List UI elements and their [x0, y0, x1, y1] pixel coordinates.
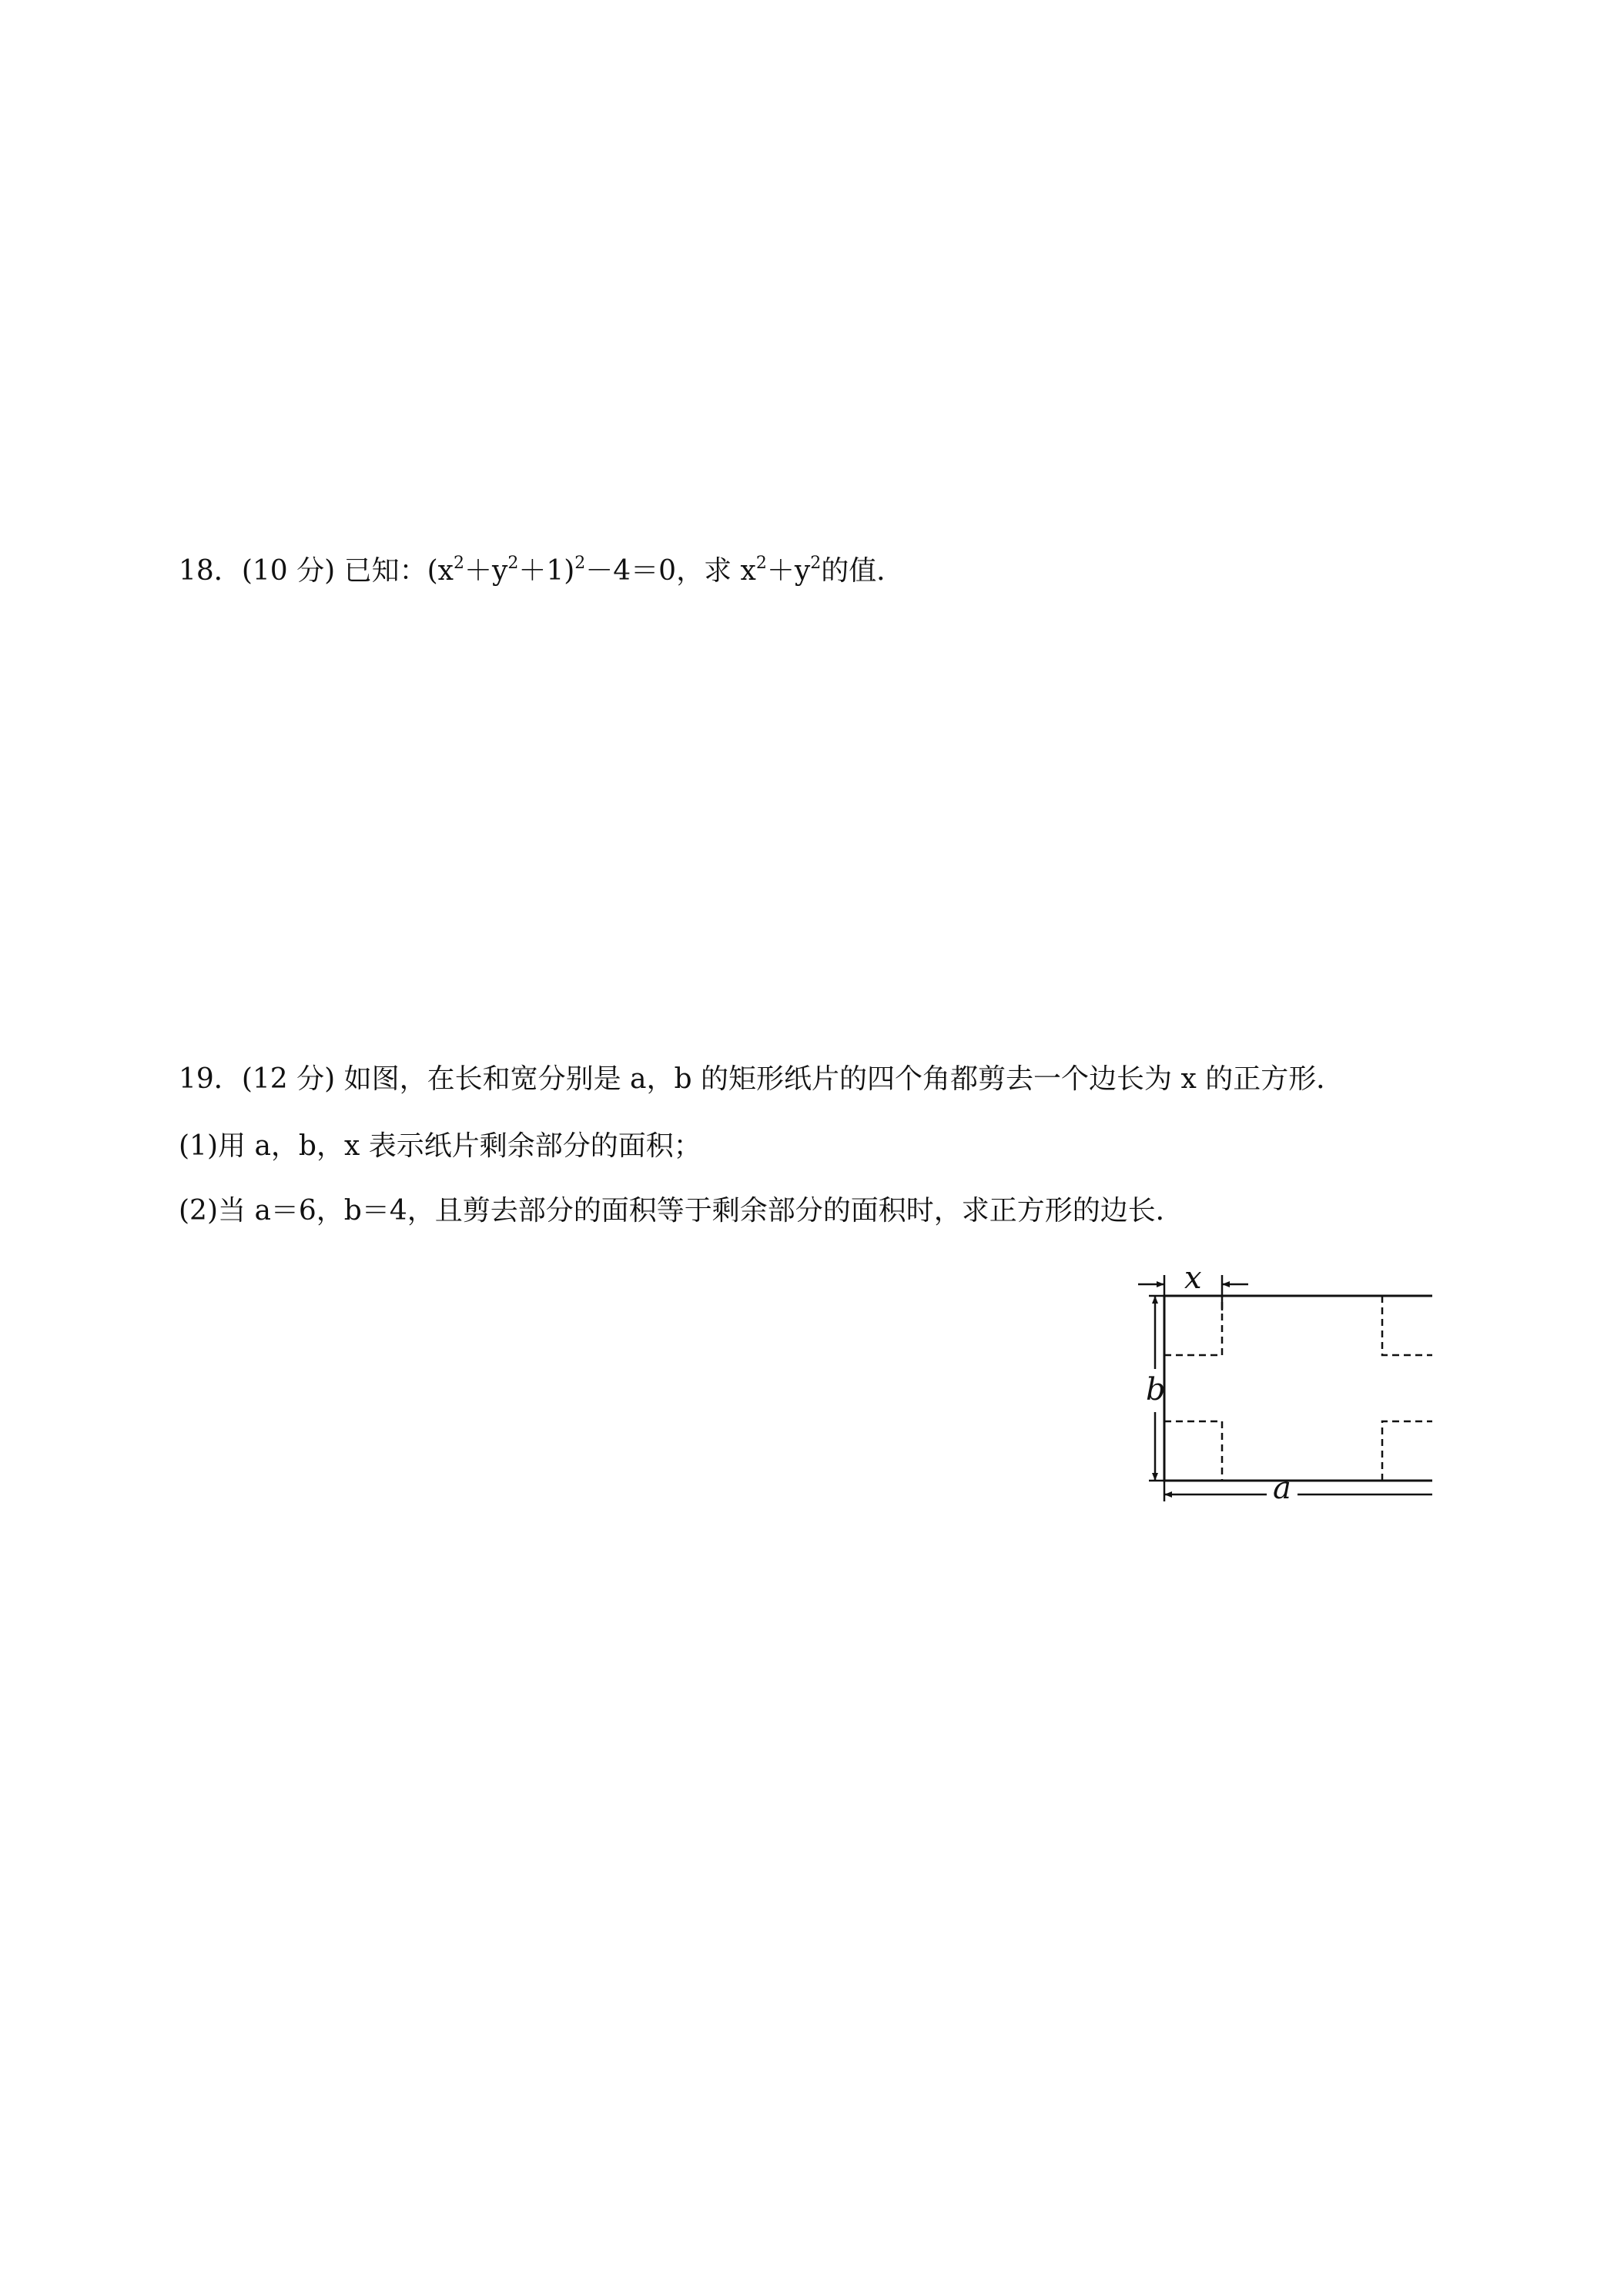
question-lead: 已知： [343, 555, 427, 587]
question-18 [179, 554, 904, 588]
cut-squares [1164, 1296, 1432, 1481]
rectangle-cut-corners-figure [1109, 1261, 1432, 1501]
bottom-left-cut-square [1164, 1421, 1222, 1481]
label-a: a [1273, 1471, 1291, 1501]
paper-rectangle [1164, 1296, 1432, 1481]
top-right-cut-square [1382, 1296, 1432, 1355]
question-number: 19． [179, 1063, 242, 1095]
top-left-cut-square [1164, 1296, 1222, 1355]
a-dimension [1164, 1481, 1432, 1501]
question-score: (10 分) [241, 555, 336, 587]
label-b: b [1146, 1372, 1166, 1407]
question-19-part-1: (1)用 a，b，x 表示纸片剩余部分的面积； [179, 1130, 702, 1162]
bottom-right-cut-square [1382, 1421, 1432, 1481]
question-number: 18． [179, 555, 242, 587]
label-x: x [1184, 1261, 1202, 1296]
question-19-part-2: (2)当 a＝6，b＝4，且剪去部分的面积等于剩余部分的面积时，求正方形的边长． [179, 1195, 1184, 1227]
question-19 [179, 1063, 1344, 1096]
question-stem: 如图，在长和宽分别是 a，b 的矩形纸片的四个角都剪去一个边长为 x 的正方形． [343, 1063, 1344, 1095]
equation: $(x^2+y^2+1)^2-4=0$，求 $x^2+y^2$的值． [427, 554, 905, 587]
question-score: (12 分) [241, 1063, 336, 1095]
